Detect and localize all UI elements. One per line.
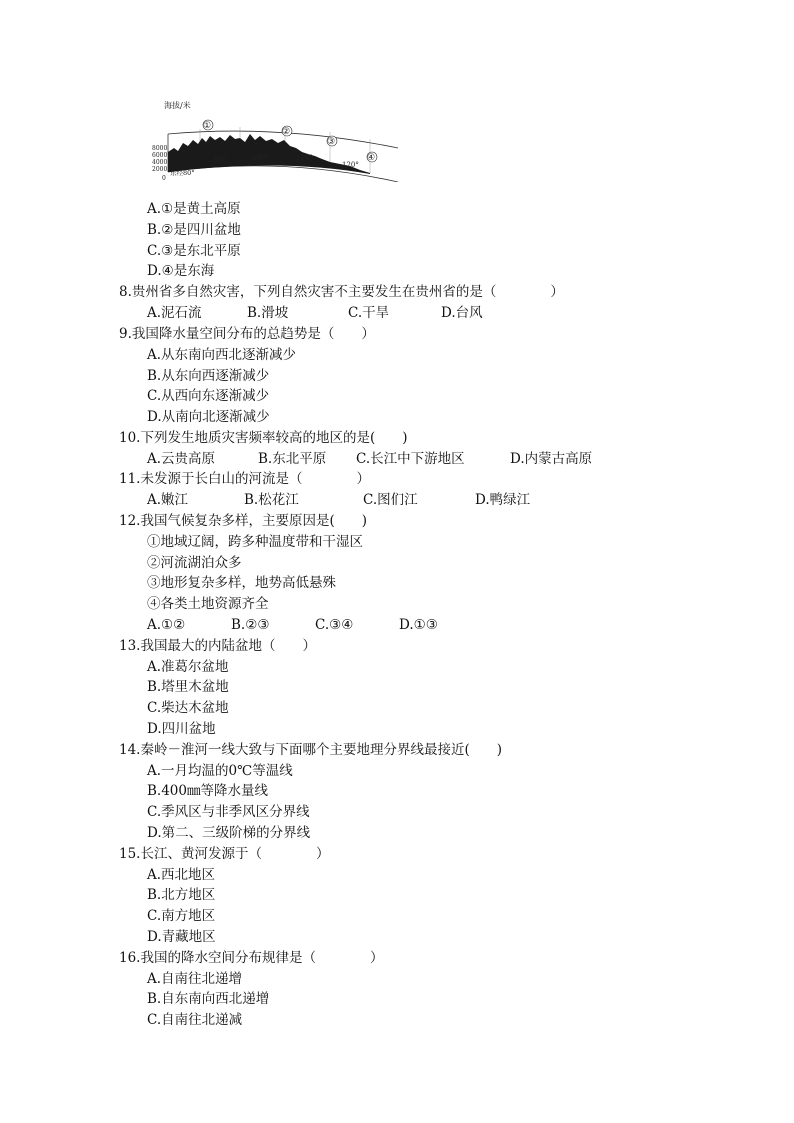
- q12-option-d[interactable]: D.①③: [399, 617, 438, 633]
- x-tick: 120°: [342, 161, 359, 169]
- q11-option-a[interactable]: A.嫩江: [147, 492, 189, 508]
- q9-option-b[interactable]: B.从东向西逐渐减少: [147, 368, 270, 384]
- q8-option-c[interactable]: C.干旱: [348, 305, 390, 321]
- q11-option-d[interactable]: D.鸭绿江: [475, 492, 531, 508]
- q11-stem: 11.未发源于长白山的河流是（ ）: [119, 471, 370, 487]
- q16-stem: 16.我国的降水空间分布规律是（ ）: [119, 950, 384, 966]
- q8-option-a[interactable]: A.泥石流: [147, 305, 202, 321]
- figure-y-tick: 4000: [152, 159, 168, 166]
- q7-option-a[interactable]: A.①是黄土高原: [147, 201, 241, 217]
- q10-option-b[interactable]: B.东北平原: [258, 451, 327, 467]
- q13-option-d[interactable]: D.四川盆地: [147, 721, 216, 737]
- figure-y-tick: 2000: [152, 166, 168, 173]
- q10-option-a[interactable]: A.云贵高原: [147, 451, 216, 467]
- x-axis-prefix: 东经80°: [170, 169, 195, 177]
- q12-statement-2: ②河流湖泊众多: [147, 555, 242, 571]
- q7-option-d[interactable]: D.④是东海: [147, 263, 215, 279]
- figure-y-axis-label: 海拔/米: [164, 101, 191, 110]
- q12-option-c[interactable]: C.③④: [315, 617, 354, 633]
- q7-option-b[interactable]: B.②是四川盆地: [147, 222, 241, 238]
- q14-option-a[interactable]: A.一月均温的0℃等温线: [147, 763, 293, 779]
- figure-y-tick: 0: [162, 175, 166, 182]
- q15-option-c[interactable]: C.南方地区: [147, 908, 216, 924]
- q14-option-c[interactable]: C.季风区与非季风区分界线: [147, 804, 310, 820]
- q16-option-c[interactable]: C.自南往北递减: [147, 1012, 243, 1028]
- q14-stem: 14.秦岭－淮河一线大致与下面哪个主要地理分界线最接近( ): [119, 742, 503, 758]
- q9-option-a[interactable]: A.从东南向西北逐渐减少: [147, 347, 297, 363]
- q8-option-b[interactable]: B.滑坡: [247, 305, 289, 321]
- q12-statement-4: ④各类土地资源齐全: [147, 596, 269, 612]
- q11-option-b[interactable]: B.松花江: [244, 492, 299, 508]
- q12-statement-1: ①地域辽阔，跨多种温度带和干湿区: [147, 534, 363, 550]
- q13-stem: 13.我国最大的内陆盆地（ ）: [119, 638, 316, 654]
- q9-option-c[interactable]: C.从西向东逐渐减少: [147, 388, 270, 404]
- q16-option-a[interactable]: A.自南往北递增: [147, 971, 243, 987]
- marker-1: ①: [203, 121, 212, 131]
- q10-option-c[interactable]: C.长江中下游地区: [356, 451, 465, 467]
- q9-option-d[interactable]: D.从南向北逐渐减少: [147, 409, 270, 425]
- q14-option-b[interactable]: B.400㎜等降水量线: [147, 783, 268, 799]
- terrain-silhouette: [168, 134, 370, 174]
- q15-option-b[interactable]: B.北方地区: [147, 887, 216, 903]
- q14-option-d[interactable]: D.第二、三级阶梯的分界线: [147, 825, 311, 841]
- figure-y-tick: 8000: [152, 145, 168, 152]
- q15-option-d[interactable]: D.青藏地区: [147, 929, 216, 945]
- q12-stem: 12.我国气候复杂多样，主要原因是( ): [119, 513, 368, 529]
- q10-stem: 10.下列发生地质灾害频率较高的地区的是( ): [119, 430, 408, 446]
- q12-option-a[interactable]: A.①②: [147, 617, 186, 633]
- figure-y-tick: 6000: [152, 152, 168, 159]
- q15-stem: 15.长江、黄河发源于（ ）: [119, 846, 330, 862]
- q7-option-c[interactable]: C.③是东北平原: [147, 243, 241, 259]
- q8-option-d[interactable]: D.台风: [441, 305, 483, 321]
- q10-option-d[interactable]: D.内蒙古高原: [510, 451, 593, 467]
- x-tick: 100°: [252, 154, 269, 162]
- q9-stem: 9.我国降水量空间分布的总趋势是（ ）: [119, 326, 375, 342]
- terrain-profile-figure: [150, 96, 400, 182]
- x-tick: 90°: [214, 156, 227, 164]
- q12-option-b[interactable]: B.②③: [231, 617, 270, 633]
- q12-statement-3: ③地形复杂多样，地势高低悬殊: [147, 575, 336, 591]
- q16-option-b[interactable]: B.自东南向西北递增: [147, 991, 270, 1007]
- q13-option-c[interactable]: C.柴达木盆地: [147, 700, 229, 716]
- marker-3: ③: [327, 137, 336, 147]
- x-tick: 110°: [296, 154, 313, 162]
- q15-option-a[interactable]: A.西北地区: [147, 867, 216, 883]
- marker-2: ②: [282, 127, 291, 137]
- q13-option-b[interactable]: B.塔里木盆地: [147, 679, 229, 695]
- q11-option-c[interactable]: C.图们江: [363, 492, 418, 508]
- q13-option-a[interactable]: A.准葛尔盆地: [147, 659, 229, 675]
- marker-4: ④: [367, 153, 376, 163]
- q8-stem: 8.贵州省多自然灾害，下列自然灾害不主要发生在贵州省的是（ ）: [119, 284, 564, 300]
